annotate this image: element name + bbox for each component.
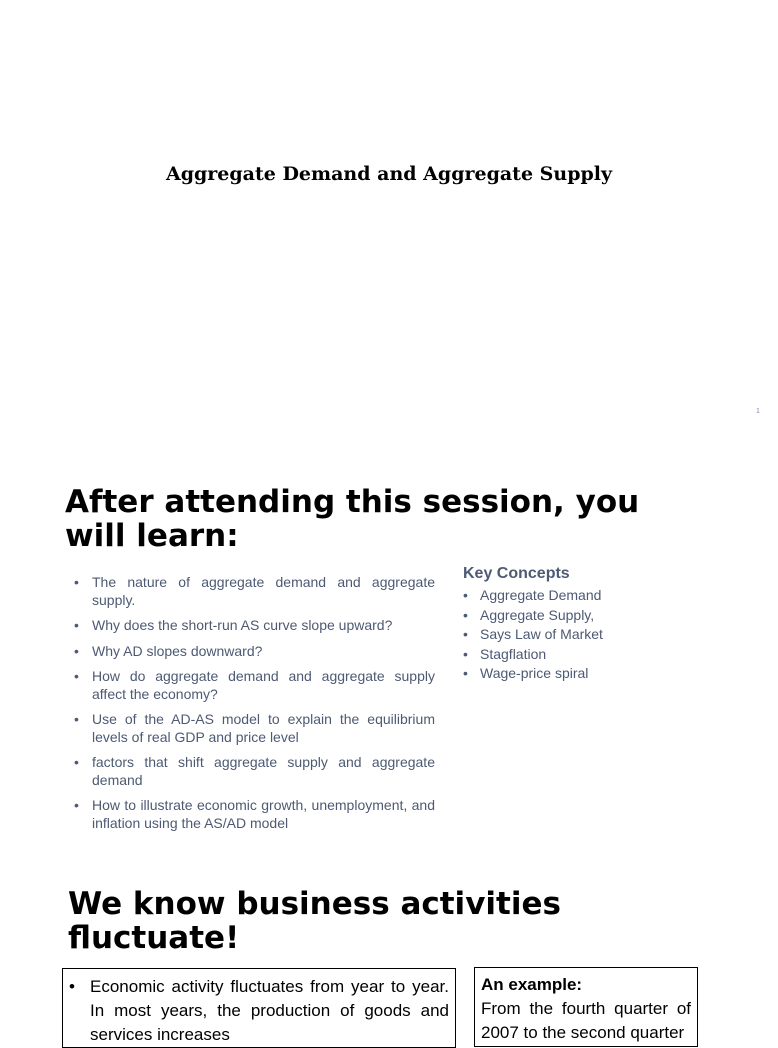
list-item: • Wage-price spiral <box>463 664 603 684</box>
box-bullet-text: • Economic activity fluctuates from year to year. In most years, the production of goods and services increases <box>69 975 449 1047</box>
title-slide <box>0 0 768 450</box>
list-item: • Says Law of Market <box>463 625 603 645</box>
list-item: • Aggregate Supply, <box>463 606 603 626</box>
list-item: • Use of the AD-AS model to explain the equilibrium levels of real GDP and price level <box>74 711 435 746</box>
objectives-list <box>74 574 435 840</box>
list-item: • How to illustrate economic growth, unemployment, and inflation using the AS/AD model <box>74 797 435 832</box>
example-heading: An example: <box>481 975 583 994</box>
list-item: • The nature of aggregate demand and aggregate supply. <box>74 574 435 609</box>
list-item: • Why AD slopes downward? <box>74 643 435 661</box>
list-item: • Stagflation <box>463 645 603 665</box>
learning-objectives-slide <box>0 450 768 850</box>
key-concepts-heading: Key Concepts <box>463 565 570 582</box>
fluctuation-slide <box>0 850 768 1044</box>
slide-title: Aggregate Demand and Aggregate Supply <box>165 163 613 185</box>
page-number: 1 <box>756 408 760 415</box>
list-item: • Aggregate Demand <box>463 586 603 606</box>
example-text: From the fourth quarter of 2007 to the second quarter <box>481 999 691 1042</box>
text-box-left <box>62 968 456 1048</box>
slide-heading: We know business activities fluctuate! <box>68 886 561 956</box>
list-item: • factors that shift aggregate supply and aggregate demand <box>74 754 435 789</box>
slide-heading: After attending this session, you will learn: <box>65 484 640 554</box>
list-item: • Why does the short-run AS curve slope upward? <box>74 617 435 635</box>
list-item: • How do aggregate demand and aggregate supply affect the economy? <box>74 668 435 703</box>
key-concepts-list <box>463 586 603 684</box>
example-box <box>474 967 698 1047</box>
